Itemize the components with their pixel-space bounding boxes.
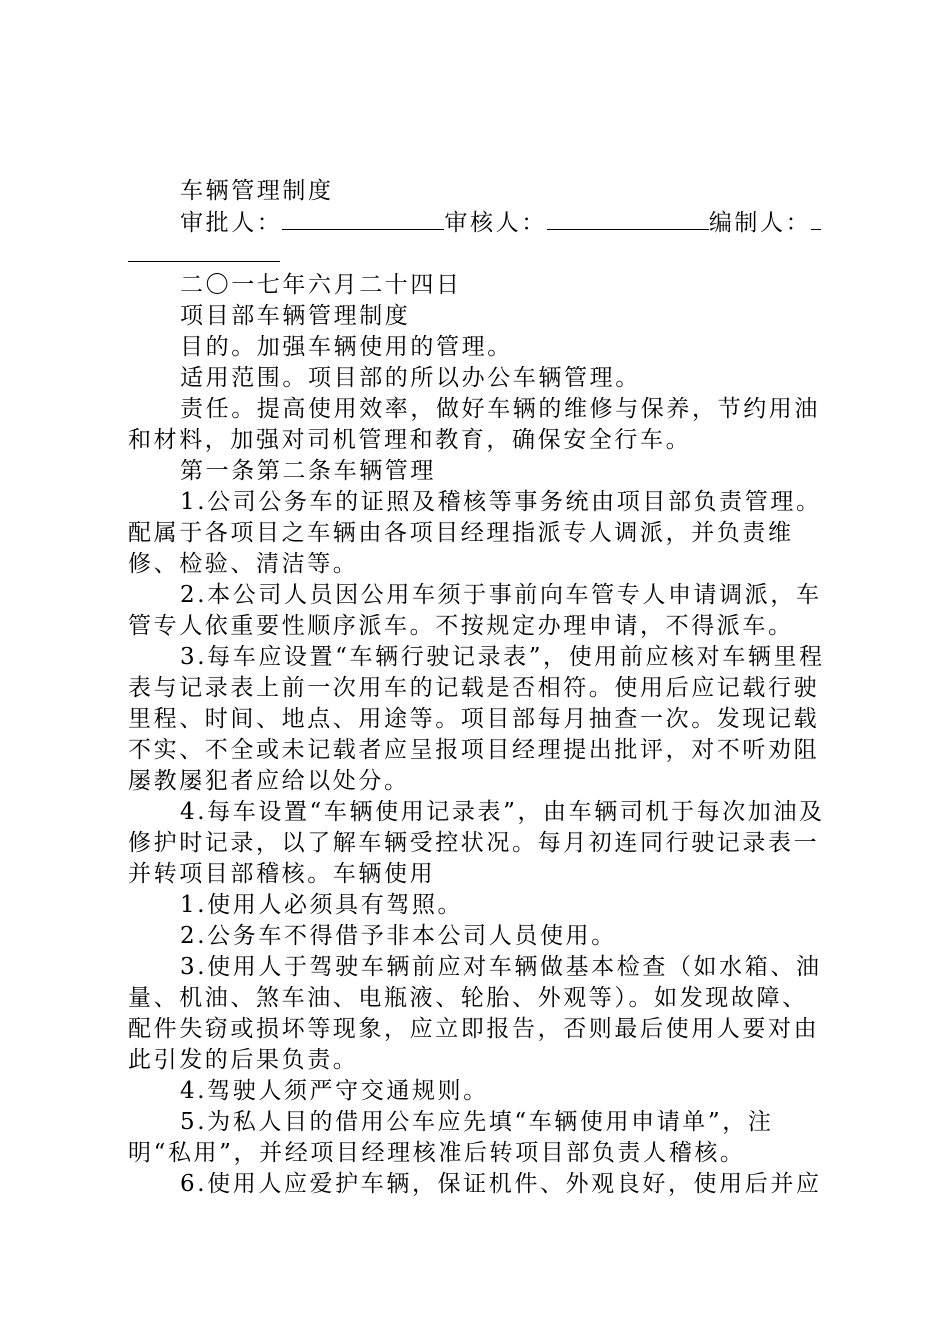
signature-row: [128, 207, 833, 239]
document-subtitle: 项目部车辆管理制度: [180, 303, 411, 329]
editor-blank-continued: [128, 239, 280, 262]
reviewer-label: 审核人：: [444, 210, 547, 236]
approver-label: 审批人：: [180, 210, 283, 236]
reviewer-blank: [547, 207, 709, 230]
section-heading: 第一条第二条车辆管理: [180, 458, 436, 484]
management-item-3: 3.每车应设置“车辆行驶记录表”，使用前应核对车辆里程表与记录表上前一次用车的记载是否相符。使用后应记载行驶里程、时间、地点、用途等。项目部每月抽查一次。发现记载不实、不全或未记载者应呈报项目经理提出批评，对不听劝阻屡教屡犯者应给以处分。: [128, 644, 825, 794]
document-body: [128, 176, 833, 1200]
management-item-2: 2.本公司人员因公用车须于事前向车管专人申请调派，车管专人依重要性顺序派车。不按规定办理申请，不得派车。: [128, 582, 822, 639]
usage-item-2: 2.公务车不得借予非本公司人员使用。: [180, 923, 617, 949]
paragraph-scope: 适用范围。项目部的所以办公车辆管理。: [180, 365, 641, 391]
management-item-4: 4.每车设置“车辆使用记录表”，由车辆司机于每次加油及修护时记录，以了解车辆受控状况。每月初连同行驶记录表一并转项目部稽核。车辆使用: [128, 799, 825, 887]
editor-label: 编制人：: [708, 210, 812, 236]
approver-blank: [282, 207, 444, 230]
document-title: 车辆管理制度: [180, 178, 334, 204]
paragraph-purpose: 目的。加强车辆使用的管理。: [180, 334, 513, 360]
paragraph-responsibility: 责任。提高使用效率，做好车辆的维修与保养，节约用油和材料，加强对司机管理和教育，确保安全行车。: [128, 396, 820, 453]
usage-item-6: 6.使用人应爱护车辆，保证机件、外观良好，使用后并应: [180, 1171, 822, 1197]
editor-blank: [811, 207, 821, 230]
document-date: 二〇一七年六月二十四日: [180, 272, 462, 298]
usage-item-4: 4.驾驶人须严守交通规则。: [180, 1078, 489, 1104]
signature-blank-continuation: [128, 239, 833, 270]
usage-item-5: 5.为私人目的借用公车应先填“车辆使用申请单”，注明“私用”，并经项目经理核准后转项目部负责人稽核。: [128, 1109, 774, 1166]
usage-item-3: 3.使用人于驾驶车辆前应对车辆做基本检查（如水箱、油量、机油、煞车油、电瓶液、轮胎、外观等）。如发现故障、配件失窃或损坏等现象，应立即报告，否则最后使用人要对由此引发的后果负责。: [128, 954, 822, 1073]
usage-item-1: 1.使用人必须具有驾照。: [180, 892, 464, 918]
management-item-1: 1.公司公务车的证照及稽核等事务统由项目部负责管理。配属于各项目之车辆由各项目经理指派专人调派，并负责维修、检验、清洁等。: [128, 489, 822, 577]
